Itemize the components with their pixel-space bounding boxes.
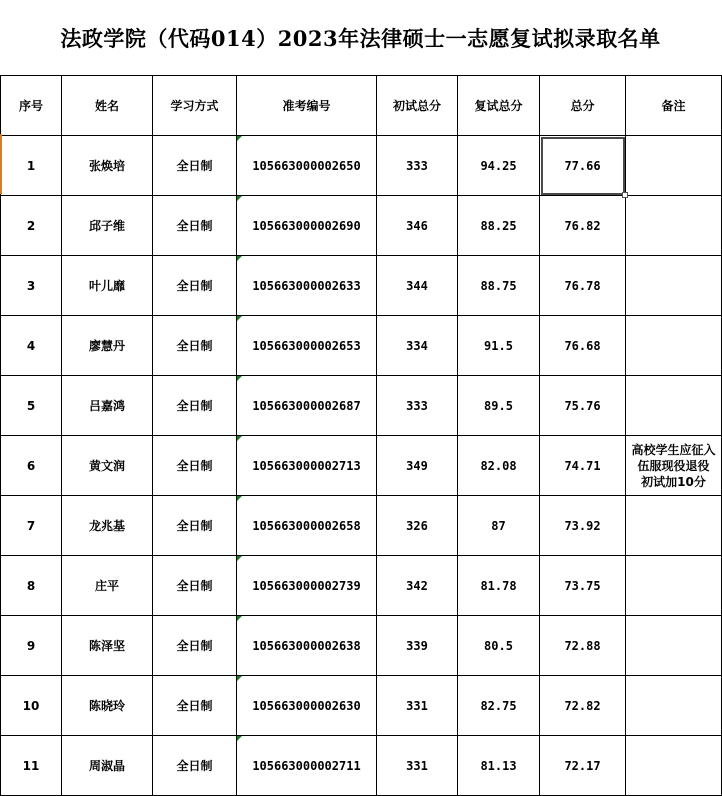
cell-exam-id[interactable] [237, 436, 377, 496]
table-row [1, 376, 722, 436]
cell-initial-score[interactable]: 331 [377, 676, 458, 736]
cell-initial-score[interactable]: 334 [377, 316, 458, 376]
exam-id-text: 105663000002687 [252, 398, 361, 413]
exam-id-text: 105663000002638 [252, 638, 361, 653]
header-total-score[interactable]: 总分 [540, 76, 626, 136]
cell-exam-id[interactable] [237, 196, 377, 256]
cell-index[interactable]: 4 [1, 316, 62, 376]
cell-exam-id[interactable] [237, 136, 377, 196]
cell-study-mode[interactable]: 全日制 [153, 316, 237, 376]
cell-name[interactable]: 邱子维 [62, 196, 153, 256]
cell-exam-id[interactable] [237, 256, 377, 316]
cell-study-mode[interactable]: 全日制 [153, 616, 237, 676]
cell-total-score[interactable]: 73.92 [540, 496, 626, 556]
cell-initial-score[interactable]: 349 [377, 436, 458, 496]
cell-study-mode[interactable]: 全日制 [153, 736, 237, 796]
cell-retest-score[interactable]: 81.78 [458, 556, 540, 616]
cell-initial-score[interactable]: 342 [377, 556, 458, 616]
selected-cell-text: 77.66 [564, 158, 601, 173]
cell-exam-id[interactable] [237, 556, 377, 616]
comment-indicator-icon [237, 556, 242, 561]
comment-indicator-icon [237, 496, 242, 501]
cell-name[interactable]: 龙兆基 [62, 496, 153, 556]
cell-name[interactable]: 吕嘉鸿 [62, 376, 153, 436]
header-retest-score[interactable]: 复试总分 [458, 76, 540, 136]
cell-study-mode[interactable]: 全日制 [153, 196, 237, 256]
cell-total-score[interactable]: 76.68 [540, 316, 626, 376]
cell-index[interactable]: 7 [1, 496, 62, 556]
exam-id-text: 105663000002653 [252, 338, 361, 353]
exam-id-text: 105663000002713 [252, 458, 361, 473]
header-row [1, 76, 722, 136]
cell-note[interactable] [626, 136, 722, 196]
cell-note[interactable] [626, 736, 722, 796]
cell-total-score[interactable]: 74.71 [540, 436, 626, 496]
cell-exam-id[interactable] [237, 376, 377, 436]
cell-study-mode[interactable]: 全日制 [153, 256, 237, 316]
table-row [1, 736, 722, 796]
header-index[interactable]: 序号 [1, 76, 62, 136]
cell-total-score-selected[interactable] [540, 136, 626, 196]
header-note[interactable]: 备注 [626, 76, 722, 136]
cell-study-mode[interactable]: 全日制 [153, 436, 237, 496]
cell-initial-score[interactable]: 333 [377, 376, 458, 436]
cell-index[interactable]: 1 [1, 136, 62, 196]
cell-index[interactable]: 5 [1, 376, 62, 436]
cell-study-mode[interactable]: 全日制 [153, 496, 237, 556]
cell-total-score[interactable]: 75.76 [540, 376, 626, 436]
cell-name[interactable]: 廖慧丹 [62, 316, 153, 376]
exam-id-text: 105663000002633 [252, 278, 361, 293]
comment-indicator-icon [237, 316, 242, 321]
comment-indicator-icon [237, 676, 242, 681]
sheet-title[interactable]: 法政学院（代码014）2023年法律硕士一志愿复试拟录取名单 [0, 0, 721, 76]
cell-total-score[interactable]: 73.75 [540, 556, 626, 616]
cell-index[interactable]: 6 [1, 436, 62, 496]
cell-retest-score[interactable]: 82.08 [458, 436, 540, 496]
cell-total-score[interactable]: 72.17 [540, 736, 626, 796]
cell-index[interactable]: 2 [1, 196, 62, 256]
comment-indicator-icon [237, 616, 242, 621]
cell-total-score[interactable]: 76.82 [540, 196, 626, 256]
cell-initial-score[interactable]: 346 [377, 196, 458, 256]
admission-table [0, 75, 722, 796]
table-row [1, 496, 722, 556]
comment-indicator-icon [237, 196, 242, 201]
cell-note[interactable] [626, 196, 722, 256]
header-exam-id[interactable]: 准考编号 [237, 76, 377, 136]
comment-indicator-icon [237, 436, 242, 441]
comment-indicator-icon [237, 256, 242, 261]
exam-id-text: 105663000002658 [252, 518, 361, 533]
fill-handle-icon[interactable] [622, 192, 628, 198]
table-row [1, 316, 722, 376]
cell-name[interactable]: 陈泽坚 [62, 616, 153, 676]
cell-retest-score[interactable]: 88.25 [458, 196, 540, 256]
cell-initial-score[interactable]: 331 [377, 736, 458, 796]
cell-retest-score[interactable]: 91.5 [458, 316, 540, 376]
cell-retest-score[interactable]: 88.75 [458, 256, 540, 316]
header-initial-score[interactable]: 初试总分 [377, 76, 458, 136]
cell-note[interactable] [626, 556, 722, 616]
table-row [1, 556, 722, 616]
cell-study-mode[interactable]: 全日制 [153, 136, 237, 196]
comment-indicator-icon [237, 136, 242, 141]
cell-initial-score[interactable]: 326 [377, 496, 458, 556]
cell-note[interactable]: 高校学生应征入 伍服现役退役 初试加10分 [626, 436, 722, 496]
cell-retest-score[interactable]: 89.5 [458, 376, 540, 436]
cell-exam-id[interactable] [237, 316, 377, 376]
cell-name[interactable]: 黄文润 [62, 436, 153, 496]
cell-note[interactable] [626, 496, 722, 556]
cell-total-score[interactable]: 72.88 [540, 616, 626, 676]
cell-initial-score[interactable]: 333 [377, 136, 458, 196]
cell-total-score[interactable]: 76.78 [540, 256, 626, 316]
comment-indicator-icon [237, 376, 242, 381]
cell-name[interactable]: 周淑晶 [62, 736, 153, 796]
cell-retest-score[interactable]: 82.75 [458, 676, 540, 736]
header-study-mode[interactable]: 学习方式 [153, 76, 237, 136]
cell-index[interactable]: 9 [1, 616, 62, 676]
table-row [1, 676, 722, 736]
cell-retest-score[interactable]: 80.5 [458, 616, 540, 676]
cell-index[interactable]: 3 [1, 256, 62, 316]
cell-initial-score[interactable]: 339 [377, 616, 458, 676]
cell-exam-id[interactable] [237, 496, 377, 556]
table-row [1, 436, 722, 496]
cell-name[interactable]: 张焕培 [62, 136, 153, 196]
exam-id-text: 105663000002690 [252, 218, 361, 233]
exam-id-text: 105663000002650 [252, 158, 361, 173]
cell-exam-id[interactable] [237, 736, 377, 796]
comment-indicator-icon [237, 736, 242, 741]
header-name[interactable]: 姓名 [62, 76, 153, 136]
cell-study-mode[interactable]: 全日制 [153, 556, 237, 616]
cell-note[interactable] [626, 376, 722, 436]
cell-name[interactable]: 庄平 [62, 556, 153, 616]
cell-total-score[interactable]: 72.82 [540, 676, 626, 736]
exam-id-text: 105663000002711 [252, 758, 361, 773]
cell-index[interactable]: 10 [1, 676, 62, 736]
table-row [1, 196, 722, 256]
exam-id-text: 105663000002739 [252, 578, 361, 593]
cell-retest-score[interactable]: 87 [458, 496, 540, 556]
cell-name[interactable]: 叶儿靡 [62, 256, 153, 316]
cell-study-mode[interactable]: 全日制 [153, 676, 237, 736]
exam-id-text: 105663000002630 [252, 698, 361, 713]
cell-study-mode[interactable]: 全日制 [153, 376, 237, 436]
cell-index[interactable]: 11 [1, 736, 62, 796]
table-row [1, 616, 722, 676]
cell-note[interactable] [626, 316, 722, 376]
cell-note[interactable] [626, 616, 722, 676]
cell-index[interactable]: 8 [1, 556, 62, 616]
cell-retest-score[interactable]: 94.25 [458, 136, 540, 196]
row-edge-marker [0, 134, 2, 194]
cell-note[interactable] [626, 256, 722, 316]
cell-exam-id[interactable] [237, 676, 377, 736]
cell-retest-score[interactable]: 81.13 [458, 736, 540, 796]
cell-note[interactable] [626, 676, 722, 736]
cell-name[interactable]: 陈晓玲 [62, 676, 153, 736]
table-row [1, 256, 722, 316]
cell-exam-id[interactable] [237, 616, 377, 676]
table-row [1, 136, 722, 196]
cell-initial-score[interactable]: 344 [377, 256, 458, 316]
